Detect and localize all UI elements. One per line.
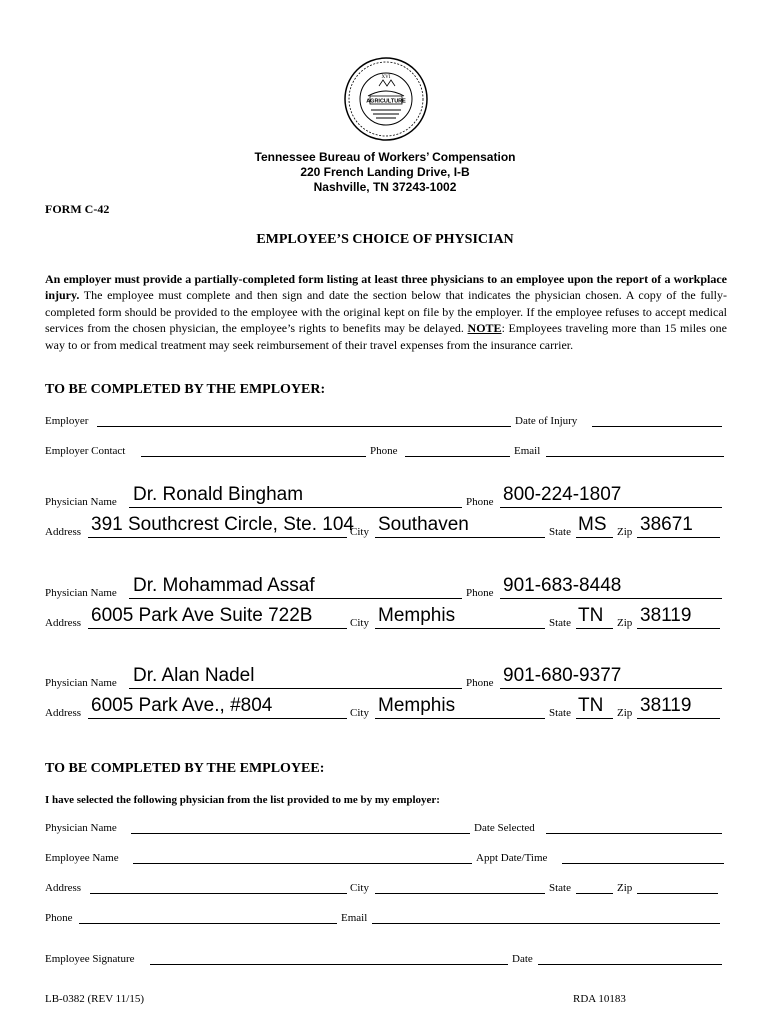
employer-label: Employer (45, 415, 89, 427)
employer-phone-field[interactable] (405, 456, 510, 457)
city-field[interactable] (375, 718, 545, 719)
address-field[interactable] (88, 537, 347, 538)
physician-name-value: Dr. Mohammad Assaf (133, 575, 315, 596)
physician-name-field[interactable] (129, 598, 462, 599)
physician-name-field[interactable] (129, 507, 462, 508)
zip-label: Zip (617, 526, 633, 538)
city-value: Memphis (378, 605, 456, 626)
employee-physician-name-label: Physician Name (45, 822, 117, 834)
employee-phone-field[interactable] (79, 923, 337, 924)
signature-date-field[interactable] (538, 964, 722, 965)
employee-section-heading: TO BE COMPLETED BY THE EMPLOYEE: (45, 761, 325, 776)
physician-phone-value: 901-683-8448 (503, 575, 622, 596)
state-field[interactable] (576, 628, 613, 629)
city-label: City (350, 617, 369, 629)
intro-note-text: : Employees traveling more than 15 miles one way to or from medical treatment may seek reimbursement of their travel expenses from the insurance carrier. (45, 321, 727, 352)
employee-signature-label: Employee Signature (45, 953, 135, 965)
intro-bold: An employer must provide a partially-completed form listing at least three physicians to an employee upon the report of a workplace injury. (45, 272, 727, 303)
address-label: Address (45, 617, 82, 629)
physician-phone-field[interactable] (500, 598, 722, 599)
form-id: FORM C-42 (45, 202, 110, 216)
address-label: Address (45, 526, 82, 538)
city-field[interactable] (375, 537, 545, 538)
physician-name-label: Physician Name (45, 496, 117, 508)
employee-city-field[interactable] (375, 893, 545, 894)
state-label: State (549, 707, 571, 719)
signature-date-label: Date (512, 953, 533, 965)
zip-value: 38119 (640, 605, 692, 626)
employer-field[interactable] (97, 426, 511, 427)
employee-email-label: Email (341, 912, 368, 924)
employee-name-label: Employee Name (45, 852, 119, 864)
physician-name-label: Physician Name (45, 587, 117, 599)
zip-label: Zip (617, 707, 633, 719)
employer-email-field[interactable] (546, 456, 724, 457)
employee-name-field[interactable] (133, 863, 472, 864)
zip-value: 38671 (640, 514, 693, 535)
employee-address-field[interactable] (90, 893, 347, 894)
employee-address-label: Address (45, 882, 82, 894)
date-of-injury-label: Date of Injury (515, 415, 578, 427)
physician-phone-value: 901-680-9377 (503, 665, 622, 686)
city-label: City (350, 526, 369, 538)
footer-rda-number: RDA 10183 (573, 993, 626, 1005)
employee-email-field[interactable] (372, 923, 720, 924)
employee-signature-field[interactable] (150, 964, 508, 965)
state-label: State (549, 526, 571, 538)
date-selected-label: Date Selected (474, 822, 535, 834)
appt-date-label: Appt Date/Time (476, 852, 548, 864)
state-seal-image (343, 56, 429, 142)
date-selected-field[interactable] (546, 833, 722, 834)
form-title: EMPLOYEE’S CHOICE OF PHYSICIAN (256, 232, 514, 247)
employer-section-heading: TO BE COMPLETED BY THE EMPLOYER: (45, 382, 326, 397)
agency-name: Tennessee Bureau of Workers’ Compensation (254, 150, 516, 164)
footer-form-revision: LB-0382 (REV 11/15) (45, 993, 144, 1005)
zip-field[interactable] (637, 628, 720, 629)
appt-date-field[interactable] (562, 863, 724, 864)
employee-state-field[interactable] (576, 893, 613, 894)
state-value: MS (578, 514, 607, 535)
physician-phone-field[interactable] (500, 507, 722, 508)
employee-state-label: State (549, 882, 571, 894)
physician-name-value: Dr. Ronald Bingham (133, 484, 304, 505)
city-label: City (350, 707, 369, 719)
address-value: 6005 Park Ave., #804 (91, 695, 273, 716)
date-of-injury-field[interactable] (592, 426, 722, 427)
zip-value: 38119 (640, 695, 692, 716)
city-value: Southaven (378, 514, 469, 535)
employer-email-label: Email (514, 445, 541, 457)
physician-name-value: Dr. Alan Nadel (133, 665, 255, 686)
agency-address-line2: Nashville, TN 37243-1002 (313, 180, 457, 194)
state-value: TN (578, 695, 604, 716)
address-label: Address (45, 707, 82, 719)
employee-phone-label: Phone (45, 912, 73, 924)
note-label: NOTE (467, 321, 502, 336)
city-value: Memphis (378, 695, 456, 716)
physician-name-label: Physician Name (45, 677, 117, 689)
agency-address-line1: 220 French Landing Drive, I-B (300, 165, 470, 179)
employee-zip-field[interactable] (637, 893, 718, 894)
employee-physician-name-field[interactable] (131, 833, 470, 834)
employee-instruction: I have selected the following physician from the list provided to me by my employer: (45, 794, 440, 806)
physician-phone-field[interactable] (500, 688, 722, 689)
physician-name-field[interactable] (129, 688, 462, 689)
physician-phone-label: Phone (466, 677, 494, 689)
employee-zip-label: Zip (617, 882, 633, 894)
physician-phone-label: Phone (466, 496, 494, 508)
employee-city-label: City (350, 882, 369, 894)
city-field[interactable] (375, 628, 545, 629)
zip-label: Zip (617, 617, 633, 629)
intro-text: The employee must complete and then sign and date the section below that indicates the physician chosen. A copy of the fully-completed form should be provided to the employee with the original kept on file by the employer. If the employee refuses to accept medical services from the chosen physician, the employee’s rights to benefits may be delayed. (45, 288, 727, 336)
address-value: 6005 Park Ave Suite 722B (91, 605, 313, 626)
zip-field[interactable] (637, 718, 720, 719)
state-label: State (549, 617, 571, 629)
address-value: 391 Southcrest Circle, Ste. 104 (91, 514, 354, 535)
zip-field[interactable] (637, 537, 720, 538)
physician-phone-value: 800-224-1807 (503, 484, 622, 505)
state-value: TN (578, 605, 604, 626)
seal-text: AGRICULTURE (366, 98, 406, 105)
address-field[interactable] (88, 628, 347, 629)
intro-paragraph (45, 271, 727, 353)
state-field[interactable] (576, 718, 613, 719)
employer-contact-field[interactable] (141, 456, 366, 457)
state-field[interactable] (576, 537, 613, 538)
employer-contact-label: Employer Contact (45, 445, 126, 457)
employer-phone-label: Phone (370, 445, 398, 457)
address-field[interactable] (88, 718, 347, 719)
physician-phone-label: Phone (466, 587, 494, 599)
svg-text:XVI: XVI (381, 75, 391, 80)
